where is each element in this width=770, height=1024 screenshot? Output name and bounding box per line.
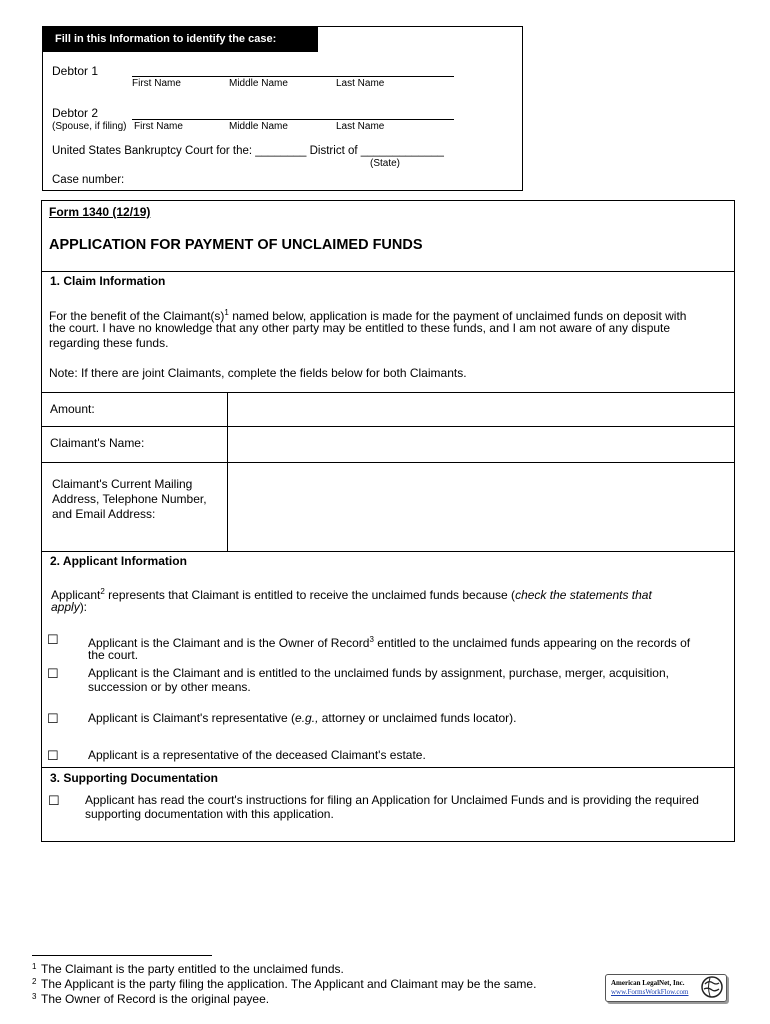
footnote-rule <box>32 955 212 956</box>
supporting-docs-checkbox[interactable]: ☐ <box>48 793 60 808</box>
mailing-address-label-line1: Claimant's Current Mailing <box>52 477 193 491</box>
debtor1-first-name-caption: First Name <box>132 78 181 89</box>
claim-paragraph-line3: regarding these funds. <box>49 336 169 350</box>
footnote-2: The Applicant is the party filing the application. The Applicant and Claimant may be the same. <box>41 977 537 991</box>
debtor2-middle-name-caption: Middle Name <box>229 121 288 132</box>
debtor2-label: Debtor 2 <box>52 106 99 120</box>
mailing-address-label-line3: and Email Address: <box>52 507 156 521</box>
globe-icon <box>700 975 724 999</box>
footnote-number-1: 1 <box>32 962 37 971</box>
section3-heading: 3. Supporting Documentation <box>50 771 218 785</box>
divider <box>42 767 734 768</box>
applicant-intro-line2: apply): <box>51 600 88 614</box>
footnote-number-3: 3 <box>32 992 37 1001</box>
option-owner-of-record-line1: Applicant is the Claimant and is the Owner of Record$^3$ entitled to the unclaimed funds appearing on the records of <box>88 635 691 650</box>
logo-url[interactable]: www.FormsWorkFlow.com <box>611 988 689 996</box>
option-assignment-line2: succession or by other means. <box>88 680 251 694</box>
mailing-address-label-line2: Address, Telephone Number, <box>52 492 207 506</box>
spouse-caption: (Spouse, if filing) <box>52 121 127 132</box>
table-column-divider <box>227 392 228 551</box>
amount-label: Amount: <box>50 402 95 416</box>
form-number: Form 1340 (12/19) <box>49 205 151 219</box>
debtor1-name-line[interactable] <box>132 76 454 77</box>
mailing-address-field[interactable] <box>230 464 730 550</box>
claimant-name-field[interactable] <box>230 428 730 460</box>
case-info-banner: Fill in this Information to identify the case: <box>43 27 318 52</box>
case-number-label: Case number: <box>52 174 125 186</box>
divider <box>42 462 734 463</box>
debtor1-last-name-caption: Last Name <box>336 78 385 89</box>
representative-checkbox[interactable]: ☐ <box>47 711 59 726</box>
option-representative: Applicant is Claimant's representative (e.g., attorney or unclaimed funds locator). <box>88 711 517 725</box>
debtor2-last-name-caption: Last Name <box>336 121 385 132</box>
footnote-1: The Claimant is the party entitled to the unclaimed funds. <box>41 962 344 976</box>
footnote-number-2: 2 <box>32 977 37 986</box>
applicant-intro-line1: Applicant$^2$ represents that Claimant is entitled to receive the unclaimed funds because (check the statements that <box>51 587 652 602</box>
supporting-docs-line2: supporting documentation with this application. <box>85 807 334 821</box>
owner-of-record-checkbox[interactable]: ☐ <box>47 632 59 647</box>
divider <box>42 426 734 427</box>
claimant-name-label: Claimant's Name: <box>50 436 145 450</box>
debtor1-middle-name-caption: Middle Name <box>229 78 288 89</box>
assignment-checkbox[interactable]: ☐ <box>47 666 59 681</box>
claim-paragraph-line2: the court. I have no knowledge that any other party may be entitled to these funds, and I am not aware of any dispute <box>49 321 671 335</box>
form-title: APPLICATION FOR PAYMENT OF UNCLAIMED FUNDS <box>49 237 423 253</box>
section2-heading: 2. Applicant Information <box>50 554 187 568</box>
option-owner-of-record-line2: the court. <box>88 648 139 662</box>
logo-company-name: American LegalNet, Inc. <box>611 979 685 987</box>
state-caption: (State) <box>370 158 401 169</box>
divider <box>42 271 734 272</box>
court-line: United States Bankruptcy Court for the: ________ District of _____________ <box>52 145 444 157</box>
amount-field[interactable] <box>230 394 730 424</box>
section1-heading: 1. Claim Information <box>50 274 166 288</box>
debtor2-name-line[interactable] <box>132 119 454 120</box>
supporting-docs-line1: Applicant has read the court's instructions for filing an Application for Unclaimed Funds and is providing the required <box>85 793 699 807</box>
divider <box>42 392 734 393</box>
debtor2-first-name-caption: First Name <box>134 121 183 132</box>
footnote-3: The Owner of Record is the original payee. <box>41 992 270 1006</box>
option-assignment-line1: Applicant is the Claimant and is entitled to the unclaimed funds by assignment, purchase, merger, acquisition, <box>88 666 669 680</box>
debtor1-label: Debtor 1 <box>52 64 99 78</box>
joint-claimants-note: Note: If there are joint Claimants, complete the fields below for both Claimants. <box>49 366 467 380</box>
estate-representative-checkbox[interactable]: ☐ <box>47 748 59 763</box>
claim-paragraph-line1: For the benefit of the $Claimant(s)^1$ named below, application is made for the payment of unclaimed funds on deposit with <box>49 308 687 323</box>
option-estate-representative: Applicant is a representative of the deceased Claimant's estate. <box>88 748 426 762</box>
divider <box>42 551 734 552</box>
